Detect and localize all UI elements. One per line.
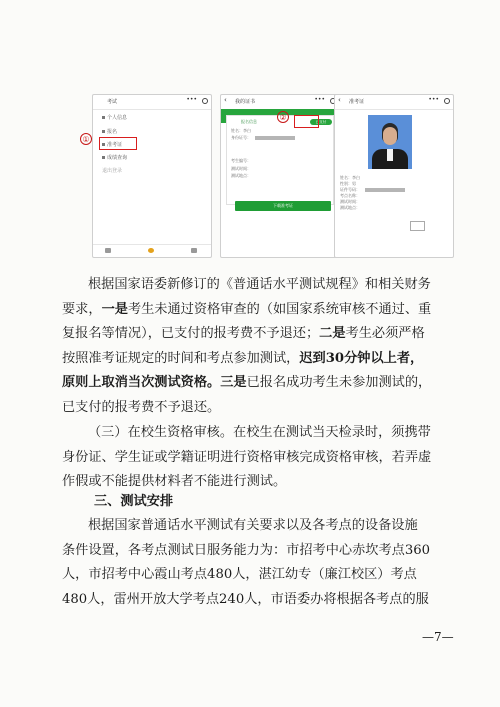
row-place: 测试地点： — [231, 173, 251, 178]
highlight-box — [99, 137, 137, 150]
text-line: 作假或不能提供材料者不能进行测试。 — [62, 474, 287, 490]
qr-code-icon — [410, 221, 425, 231]
row-id: 身份证号： — [231, 135, 251, 140]
screen-title: 考试 — [107, 99, 118, 105]
text-line: 根据国家语委新修订的《普通话水平测试规程》和相关财务 — [88, 277, 431, 292]
exam-icon — [148, 248, 154, 253]
paragraph-test-arrangement — [62, 514, 452, 612]
highlight-box — [294, 115, 319, 128]
paragraph-refund-policy — [62, 273, 452, 421]
back-icon: ‹ — [338, 96, 341, 104]
annotation-2: ② — [277, 111, 289, 123]
menu-item-register: 报名 — [102, 128, 117, 135]
screen-header — [93, 95, 211, 110]
menu-item-score: 成绩查询 — [102, 154, 127, 161]
page-number: —7— — [422, 630, 454, 644]
section-heading: 三、测试安排 — [94, 494, 174, 509]
screen-header — [221, 95, 339, 110]
annotation-1: ① — [80, 133, 92, 145]
row-gender: 性别：男 — [340, 181, 356, 186]
more-icon: ••• — [428, 96, 439, 103]
text-line: 人，市招考中心霞山考点480人，湛江幼专（廉江校区）考点 — [62, 567, 417, 583]
user-icon — [102, 116, 105, 119]
row-name: 姓名：李白 — [340, 175, 360, 180]
info-card — [226, 115, 334, 205]
text-line: 复报名等情况），已支付的报考费不予退还；二是考生必须严格 — [62, 326, 425, 342]
section-title: 报名信息 — [241, 119, 257, 124]
candidate-photo — [368, 115, 412, 169]
paid-status-badge: 已支付 — [310, 119, 332, 125]
screenshot-admission-ticket — [334, 94, 454, 258]
text-line: 身份证、学生证或学籍证明进行资格审核完成资格审核，若弄虚 — [62, 449, 432, 465]
row-site: 考点名称： — [340, 193, 360, 198]
redacted-bar — [255, 136, 295, 140]
text-line: 要求，一是考生未通过资格审查的（如国家系统审核不通过、重 — [62, 301, 432, 317]
screen-header — [335, 95, 453, 110]
paragraph-student-review — [62, 421, 452, 495]
back-icon: ‹ — [224, 96, 227, 104]
text-line: 根据国家普通话水平测试有关要求以及各考点的设备设施 — [88, 518, 418, 533]
row-time: 测试时间： — [340, 199, 360, 204]
download-admission-button: 下载准考证 — [235, 201, 331, 211]
screen-title: 准考证 — [349, 99, 365, 105]
row-time: 测试时间： — [231, 166, 251, 171]
text-line: 条件设置，各考点测试日服务能力为：市招考中心赤坎考点360 — [62, 542, 431, 558]
row-number: 考生编号： — [231, 158, 251, 163]
menu-item-personal: 个人信息 — [102, 114, 127, 121]
more-icon: ••• — [314, 96, 325, 103]
redacted-bar — [365, 188, 405, 192]
row-place: 测试地点： — [340, 205, 360, 210]
more-icon: ••• — [186, 96, 197, 103]
text-line: 480人，雷州开放大学考点240人，市语委办将根据各考点的服 — [62, 591, 429, 607]
menu-item-logout: 退出登录 — [102, 168, 123, 174]
close-circle-icon — [444, 98, 450, 104]
tab-bar — [93, 244, 211, 257]
text-line: （三）在校生资格审核。在校生在测试当天检录时，须携带 — [88, 425, 431, 440]
text-line: 按照准考证规定的时间和考点参加测试，迟到30分钟以上者， — [62, 350, 424, 366]
chart-icon — [102, 156, 105, 159]
home-icon — [105, 248, 111, 253]
row-name: 姓名：李白 — [231, 128, 251, 133]
text-line: 已支付的报考费不予退还。 — [62, 399, 221, 415]
close-circle-icon — [202, 98, 208, 104]
screen-title: 我的证书 — [235, 99, 256, 105]
profile-icon — [191, 248, 197, 253]
menu-item-admission: 准考证 — [102, 141, 122, 148]
text-line: 原则上取消当次测试资格。三是已报名成功考生未参加测试的， — [62, 375, 432, 391]
row-id: 证件号码： — [340, 187, 360, 192]
form-icon — [102, 130, 105, 133]
screenshot-exam-menu — [92, 94, 212, 258]
